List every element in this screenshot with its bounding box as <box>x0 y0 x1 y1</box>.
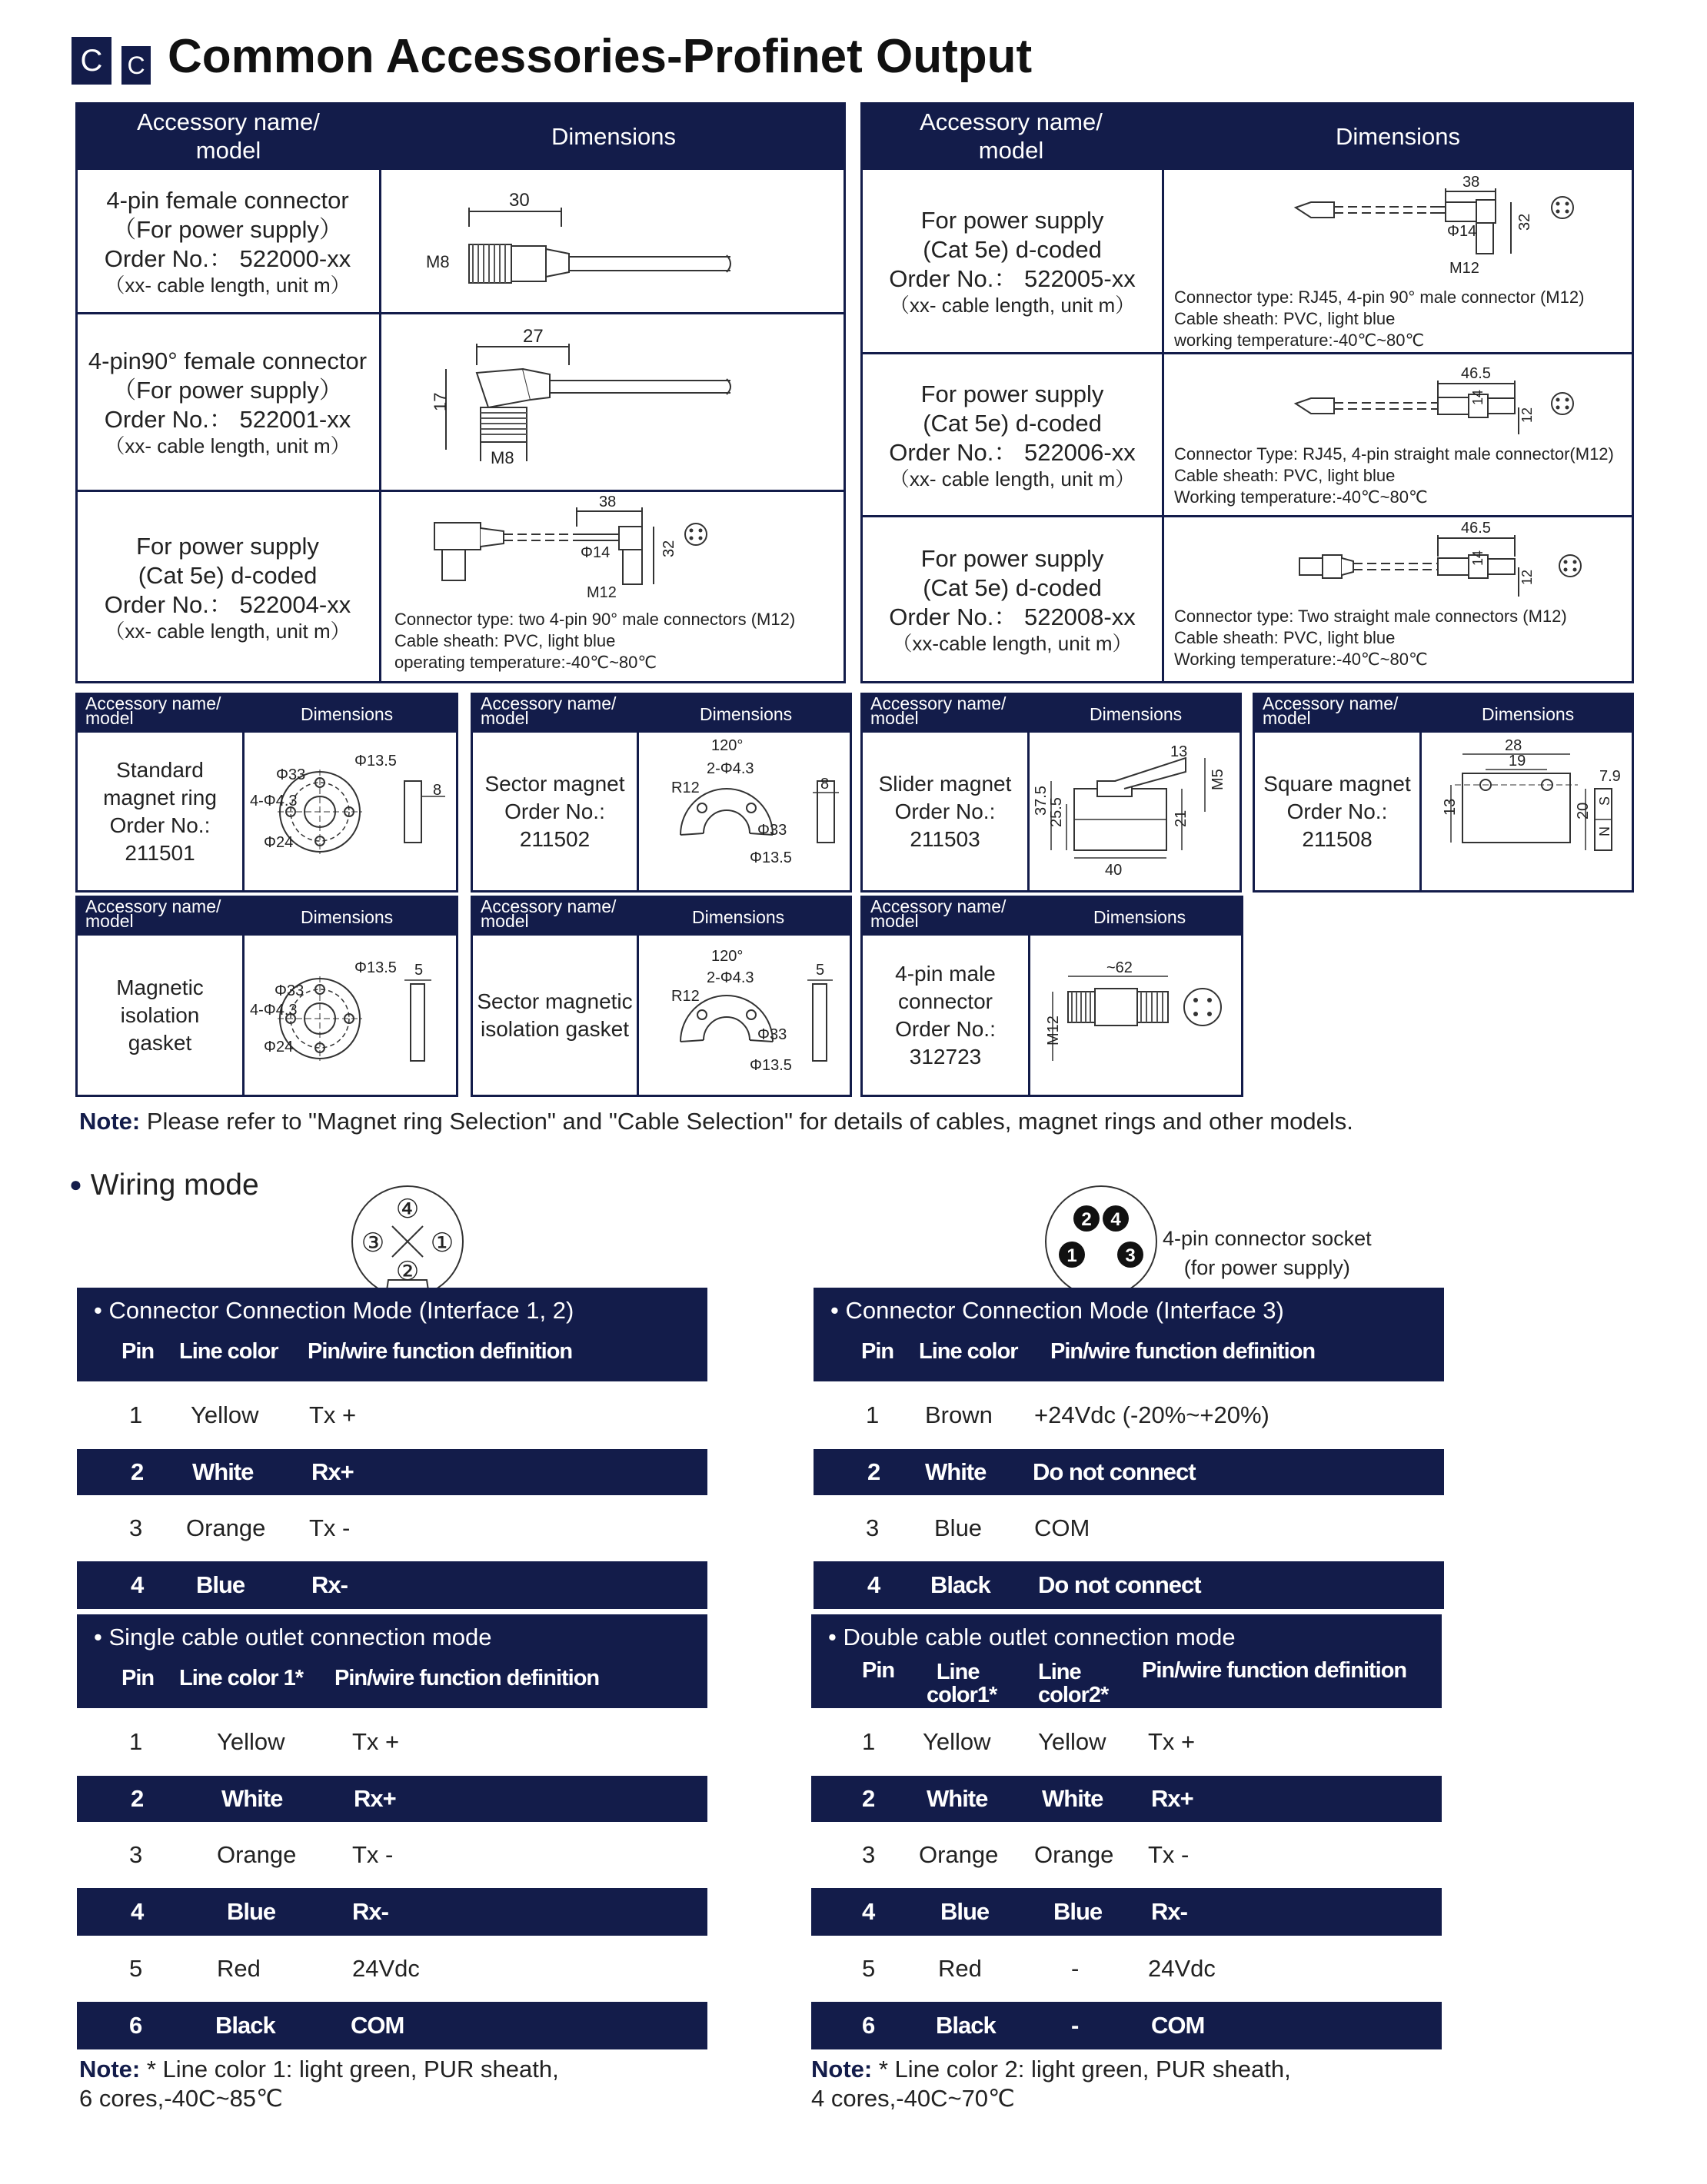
main-table-left-header <box>75 102 846 170</box>
svg-text:~62: ~62 <box>1106 959 1133 976</box>
desc-522004: Connector type: two 4-pin 90° male connectors (M12) Cable sheath: PVC, light blue operating temperature:-40℃~80℃ <box>394 610 796 672</box>
small-table-211502: Accessory name/ model Dimensions Sector magnet Order No.: 211502 120° 2-Φ4.3 R12 Φ33 Φ13.5 8 <box>471 693 852 893</box>
table-row: 2 White White Rx+ <box>811 1776 1442 1822</box>
svg-text:Φ33: Φ33 <box>275 982 304 999</box>
svg-text:7.9: 7.9 <box>1599 768 1621 785</box>
table-row: 4 Black Do not connect <box>814 1561 1444 1609</box>
socket-pin-2: 2 <box>1081 1209 1092 1230</box>
header-name-line2: model <box>195 137 261 164</box>
svg-text:12: 12 <box>1519 569 1535 585</box>
header-name-line1: Accessory name/ <box>137 108 320 135</box>
svg-text:Φ33: Φ33 <box>757 1026 787 1043</box>
svg-text:M5: M5 <box>1210 769 1226 790</box>
pin-4: ④ <box>395 1195 420 1224</box>
accessory-522000: 4-pin female connector （For power supply） Order No.： 522000-xx （xx- cable length, unit m） <box>104 186 351 297</box>
table-interface-1-2-header: • Connector Connection Mode (Interface 1, 2) Pin Line color Pin/wire function definition <box>77 1288 707 1381</box>
svg-text:28: 28 <box>1505 737 1522 754</box>
svg-text:Φ24: Φ24 <box>264 834 294 851</box>
drawing-sector-isolation-gasket <box>642 938 850 1092</box>
svg-text:13: 13 <box>1170 743 1188 760</box>
svg-text:N: N <box>1597 826 1612 836</box>
svg-text:5: 5 <box>414 962 424 979</box>
svg-text:19: 19 <box>1509 753 1526 770</box>
svg-text:4-Φ4.3: 4-Φ4.3 <box>250 1002 298 1019</box>
drawing-522005 <box>1292 173 1630 284</box>
svg-text:14: 14 <box>1470 550 1486 566</box>
table-row: 2 White Rx+ <box>77 1449 707 1495</box>
svg-text:R12: R12 <box>671 988 700 1005</box>
drawing-211503 <box>1032 735 1239 889</box>
page-title: Common Accessories-Profinet Output <box>168 30 1033 83</box>
svg-text:Φ13.5: Φ13.5 <box>750 849 792 866</box>
note-line-color-1: Note: * Line color 1: light green, PUR sheath, 6 cores,-40C~85℃ <box>79 2056 559 2112</box>
table-row: 3 Blue COM <box>866 1514 1090 1541</box>
svg-text:Φ33: Φ33 <box>276 766 306 783</box>
table-row: 3 Orange Tx - <box>129 1841 394 1868</box>
drawing-isolation-gasket <box>247 938 454 1092</box>
svg-text:46.5: 46.5 <box>1461 365 1491 382</box>
svg-text:25.5: 25.5 <box>1048 797 1065 827</box>
drawing-211502 <box>642 735 850 889</box>
svg-text:R12: R12 <box>671 780 700 796</box>
svg-text:4-Φ4.3: 4-Φ4.3 <box>250 793 298 809</box>
svg-text:Φ33: Φ33 <box>757 822 787 839</box>
svg-text:M8: M8 <box>491 448 514 467</box>
drawing-522001 <box>415 327 754 480</box>
svg-text:32: 32 <box>1516 213 1533 231</box>
svg-text:17: 17 <box>431 392 450 411</box>
svg-text:2-Φ4.3: 2-Φ4.3 <box>707 969 754 986</box>
desc-522008: Connector type: Two straight male connectors (M12) Cable sheath: PVC, light blue Working temperature:-40℃~80℃ <box>1174 607 1567 669</box>
svg-text:Φ13.5: Φ13.5 <box>750 1057 792 1074</box>
socket-caption: 4-pin connector socket (for power supply) <box>1163 1227 1372 1279</box>
svg-text:120°: 120° <box>711 737 744 754</box>
table-row: 4 Blue Blue Rx- <box>811 1888 1442 1936</box>
table-row: 5 Red - 24Vdc <box>862 1955 1216 1982</box>
small-table-sector-isolation-gasket: Accessory name/ model Dimensions Sector magnetic isolation gasket 120° 2-Φ4.3 R12 Φ33 Φ13.5 5 <box>471 896 852 1097</box>
table-row: 3 Orange Orange Tx - <box>862 1841 1190 1868</box>
accessory-522004: For power supply (Cat 5e) d-coded Order No.： 522004-xx （xx- cable length, unit m） <box>104 533 351 643</box>
note-accessories: Note: Please refer to "Magnet ring Selection" and "Cable Selection" for details of cables, magnet rings and other models. <box>79 1108 1353 1135</box>
table-row: 2 White Do not connect <box>814 1449 1444 1495</box>
table-row: 3 Orange Tx - <box>129 1514 351 1541</box>
socket-pin-1: 1 <box>1066 1245 1077 1266</box>
svg-text:37.5: 37.5 <box>1033 786 1050 816</box>
svg-text:8: 8 <box>433 782 442 799</box>
accessory-522008: For power supply (Cat 5e) d-coded Order No.： 522008-xx （xx-cable length, unit m） <box>889 544 1136 655</box>
table-double-cable-header: • Double cable outlet connection mode Pin Line color1* Line color2* Pin/wire function definition <box>811 1614 1442 1708</box>
small-table-211501: Accessory name/ model Dimensions Standard magnet ring Order No.: 211501 Φ33 Φ13.5 4-Φ4.3 Φ24 8 <box>75 693 458 893</box>
svg-text:120°: 120° <box>711 948 744 965</box>
svg-text:38: 38 <box>1462 174 1480 191</box>
svg-text:30: 30 <box>509 190 530 211</box>
svg-text:Φ14: Φ14 <box>1447 223 1477 240</box>
note-line-color-2: Note: * Line color 2: light green, PUR sheath, 4 cores,-40C~70℃ <box>811 2056 1291 2112</box>
divider <box>1162 170 1164 683</box>
svg-text:12: 12 <box>1519 407 1535 423</box>
svg-text:M12: M12 <box>1449 260 1479 277</box>
drawing-522000 <box>415 184 754 300</box>
svg-text:8: 8 <box>820 776 830 793</box>
pin-diagram-interface-3 <box>1040 1180 1163 1303</box>
socket-pin-4: 4 <box>1110 1209 1121 1230</box>
section-badge-1: C <box>72 37 111 85</box>
table-single-cable-header: • Single cable outlet connection mode Pin Line color 1* Pin/wire function definition <box>77 1614 707 1708</box>
svg-text:32: 32 <box>661 540 677 557</box>
accessory-522005: For power supply (Cat 5e) d-coded Order No.： 522005-xx （xx- cable length, unit m） <box>889 206 1136 317</box>
svg-text:Φ24: Φ24 <box>264 1039 294 1055</box>
table-row: 4 Blue Rx- <box>77 1561 707 1609</box>
drawing-211508 <box>1424 735 1632 889</box>
table-row: 1 Brown +24Vdc (-20%~+20%) <box>866 1401 1269 1428</box>
svg-text:20: 20 <box>1575 802 1592 819</box>
svg-text:14: 14 <box>1470 389 1486 405</box>
drawing-522006 <box>1292 357 1630 442</box>
svg-text:46.5: 46.5 <box>1461 520 1491 537</box>
pin-2: ② <box>395 1257 420 1286</box>
socket-pin-3: 3 <box>1125 1245 1136 1266</box>
desc-522005: Connector type: RJ45, 4-pin 90° male connector (M12) Cable sheath: PVC, light blue working temperature:-40℃~80℃ <box>1174 288 1585 350</box>
svg-text:Φ14: Φ14 <box>581 544 611 561</box>
table-row: 1 Yellow Tx + <box>129 1401 357 1428</box>
drawing-522004 <box>388 496 842 603</box>
table-row: 4 Blue Rx- <box>77 1888 707 1936</box>
svg-text:Φ13.5: Φ13.5 <box>354 959 397 976</box>
table-row: 1 Yellow Tx + <box>129 1728 400 1755</box>
pin-diagram-interface-1-2 <box>346 1180 469 1303</box>
pin-3: ③ <box>361 1228 385 1258</box>
svg-text:5: 5 <box>816 962 825 979</box>
svg-text:M8: M8 <box>426 252 450 271</box>
small-table-isolation-gasket: Accessory name/ model Dimensions Magnetic isolation gasket Φ33 Φ13.5 4-Φ4.3 Φ24 5 <box>75 896 458 1097</box>
svg-text:27: 27 <box>523 326 544 347</box>
accessory-522006: For power supply (Cat 5e) d-coded Order No.： 522006-xx （xx- cable length, unit m） <box>889 380 1136 490</box>
section-badge-2: C <box>121 46 151 85</box>
header-dims: Dimensions <box>551 122 676 150</box>
svg-text:2-Φ4.3: 2-Φ4.3 <box>707 760 754 777</box>
table-row: 5 Red 24Vdc <box>129 1955 420 1982</box>
accessory-522001: 4-pin90° female connector （For power supply） Order No.： 522001-xx （xx- cable length, unit m） <box>88 347 368 457</box>
table-row: 6 Black COM <box>77 2002 707 2049</box>
desc-522006: Connector Type: RJ45, 4-pin straight male connector(M12) Cable sheath: PVC, light blue Working temperature:-40℃~80℃ <box>1174 444 1614 507</box>
svg-text:M12: M12 <box>587 584 617 601</box>
table-row: 1 Yellow Yellow Tx + <box>862 1728 1196 1755</box>
svg-text:13: 13 <box>1442 798 1459 816</box>
table-row: 2 White Rx+ <box>77 1776 707 1822</box>
wiring-heading: ● Wiring mode <box>69 1168 259 1202</box>
small-table-312723: Accessory name/ model Dimensions 4-pin male connector Order No.: 312723 ~62 M12 <box>860 896 1243 1097</box>
small-table-211503: Accessory name/ model Dimensions Slider magnet Order No.: 211503 40 13 37.5 25.5 21 M5 <box>860 693 1242 893</box>
table-interface-3-header: • Connector Connection Mode (Interface 3) Pin Line color Pin/wire function definition <box>814 1288 1444 1381</box>
main-table-right-header: Accessory name/ model Dimensions <box>860 102 1634 170</box>
svg-text:21: 21 <box>1173 809 1190 827</box>
svg-text:40: 40 <box>1105 862 1123 879</box>
drawing-312723 <box>1033 938 1241 1092</box>
svg-text:Φ13.5: Φ13.5 <box>354 753 397 770</box>
drawing-522008 <box>1292 520 1630 604</box>
svg-text:38: 38 <box>599 494 617 510</box>
drawing-211501 <box>247 735 454 889</box>
table-row: 6 Black - COM <box>811 2002 1442 2049</box>
svg-text:M12: M12 <box>1045 1016 1062 1045</box>
pin-1: ① <box>430 1228 454 1258</box>
svg-text:S: S <box>1597 796 1612 806</box>
small-table-211508: Accessory name/ model Dimensions Square magnet Order No.: 211508 28 19 7.9 13 S N 20 <box>1253 693 1634 893</box>
